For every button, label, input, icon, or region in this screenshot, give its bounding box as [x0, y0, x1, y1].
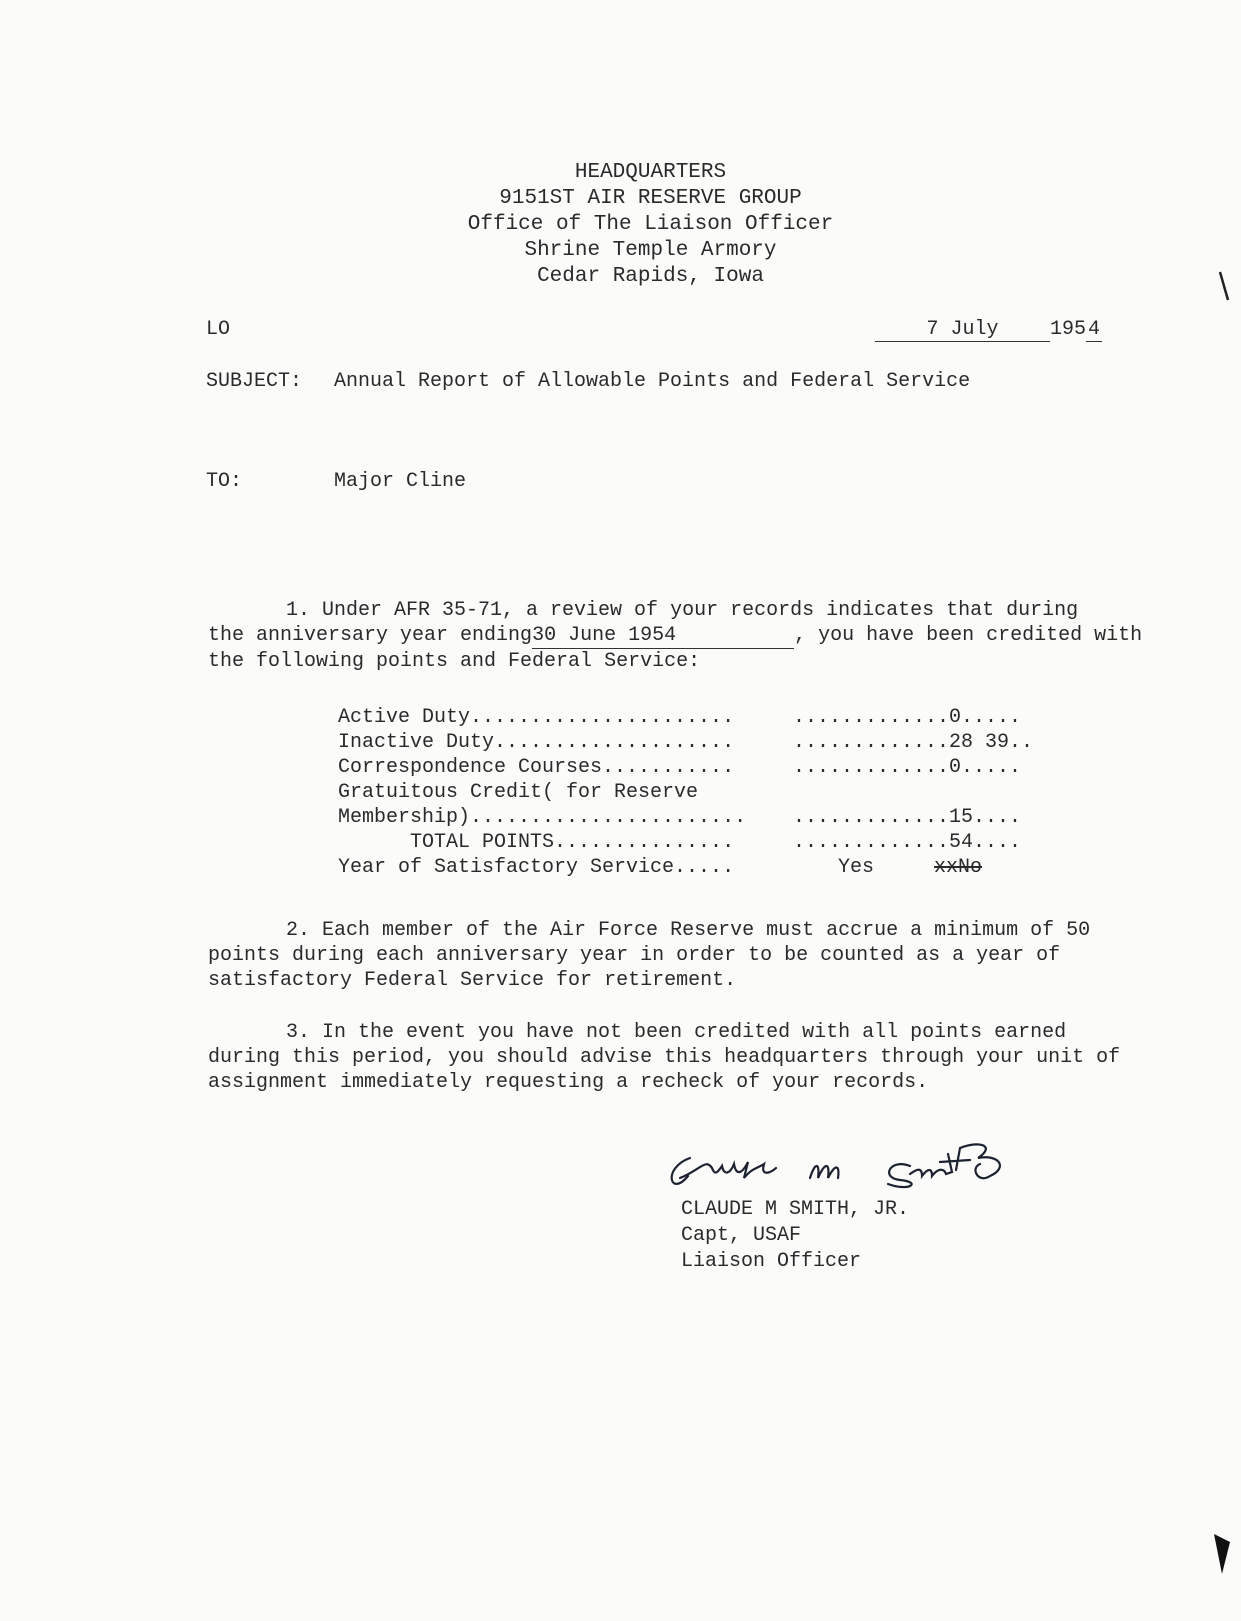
points-value: .............28 39..	[793, 731, 1034, 754]
signature-block	[681, 1197, 909, 1275]
signer-title: Liaison Officer	[681, 1250, 862, 1273]
paragraph-1	[208, 598, 1188, 674]
table-row	[338, 806, 1033, 831]
signer-name: CLAUDE M SMITH, JR.	[681, 1198, 910, 1221]
satisfactory-no: xxNo	[934, 856, 983, 879]
satisfactory-yes: Yes	[838, 856, 875, 879]
stray-pen-mark	[1218, 270, 1230, 302]
points-label: Inactive Duty....................	[338, 731, 735, 754]
reference-code: LO	[206, 318, 231, 341]
points-value: .............54....	[793, 831, 1022, 854]
points-value	[793, 781, 1033, 806]
points-label: Membership).......................	[338, 806, 747, 829]
paragraph-2	[208, 918, 1188, 993]
table-row	[338, 706, 1033, 731]
anniversary-date: 30 June 1954	[532, 623, 794, 649]
points-table	[338, 706, 1033, 881]
paragraph-3	[208, 1020, 1188, 1095]
para3-line2: during this period, you should advise this headquarters through your unit of	[208, 1046, 1121, 1069]
table-row	[338, 756, 1033, 781]
para1-line3: the following points and Federal Service:	[208, 650, 701, 673]
para1-line1: 1. Under AFR 35-71, a review of your records indicates that during	[286, 599, 1079, 622]
letterhead-line: Cedar Rapids, Iowa	[537, 265, 764, 288]
date-day-month: 7 July	[875, 318, 1050, 342]
table-row	[338, 731, 1033, 756]
date-year-prefix: 195	[1050, 318, 1087, 341]
para1-line2a: the anniversary year ending	[208, 624, 533, 647]
table-row	[338, 856, 1033, 881]
points-value: .............15....	[793, 806, 1022, 829]
points-value: .............0.....	[793, 706, 1022, 729]
para2-line1: 2. Each member of the Air Force Reserve must accrue a minimum of 50	[286, 919, 1091, 942]
date-year-suffix: 4	[1088, 318, 1101, 341]
satisfactory-label: Year of Satisfactory Service.....	[338, 856, 735, 879]
letter-date	[875, 318, 1125, 342]
points-label: Gratuitous Credit( for Reserve	[338, 781, 699, 804]
table-row	[338, 831, 1033, 856]
letterhead	[0, 160, 1241, 290]
letterhead-line: HEADQUARTERS	[574, 161, 727, 184]
to-name: Major Cline	[334, 470, 467, 493]
subject-text: Annual Report of Allowable Points and Federal Service	[334, 370, 971, 393]
letterhead-line: Shrine Temple Armory	[524, 239, 777, 262]
points-value: .............0.....	[793, 756, 1022, 779]
para1-line2b: , you have been credited with	[794, 624, 1143, 647]
stray-ink-mark	[1210, 1530, 1234, 1580]
para2-line3: satisfactory Federal Service for retirement.	[208, 969, 737, 992]
to-label: TO:	[206, 470, 243, 493]
para3-line1: 3. In the event you have not been credited with all points earned	[286, 1021, 1067, 1044]
handwritten-signature	[660, 1128, 1060, 1208]
para3-line3: assignment immediately requesting a recheck of your records.	[208, 1071, 929, 1094]
para2-line2: points during each anniversary year in order to be counted as a year of	[208, 944, 1061, 967]
points-label: Correspondence Courses...........	[338, 756, 735, 779]
letterhead-line: 9151ST AIR RESERVE GROUP	[499, 187, 802, 210]
signer-rank: Capt, USAF	[681, 1224, 802, 1247]
subject-label: SUBJECT:	[206, 370, 303, 393]
letterhead-line: Office of The Liaison Officer	[467, 213, 834, 236]
points-label: TOTAL POINTS...............	[338, 831, 735, 854]
points-label: Active Duty......................	[338, 706, 735, 729]
table-row	[338, 781, 1033, 806]
